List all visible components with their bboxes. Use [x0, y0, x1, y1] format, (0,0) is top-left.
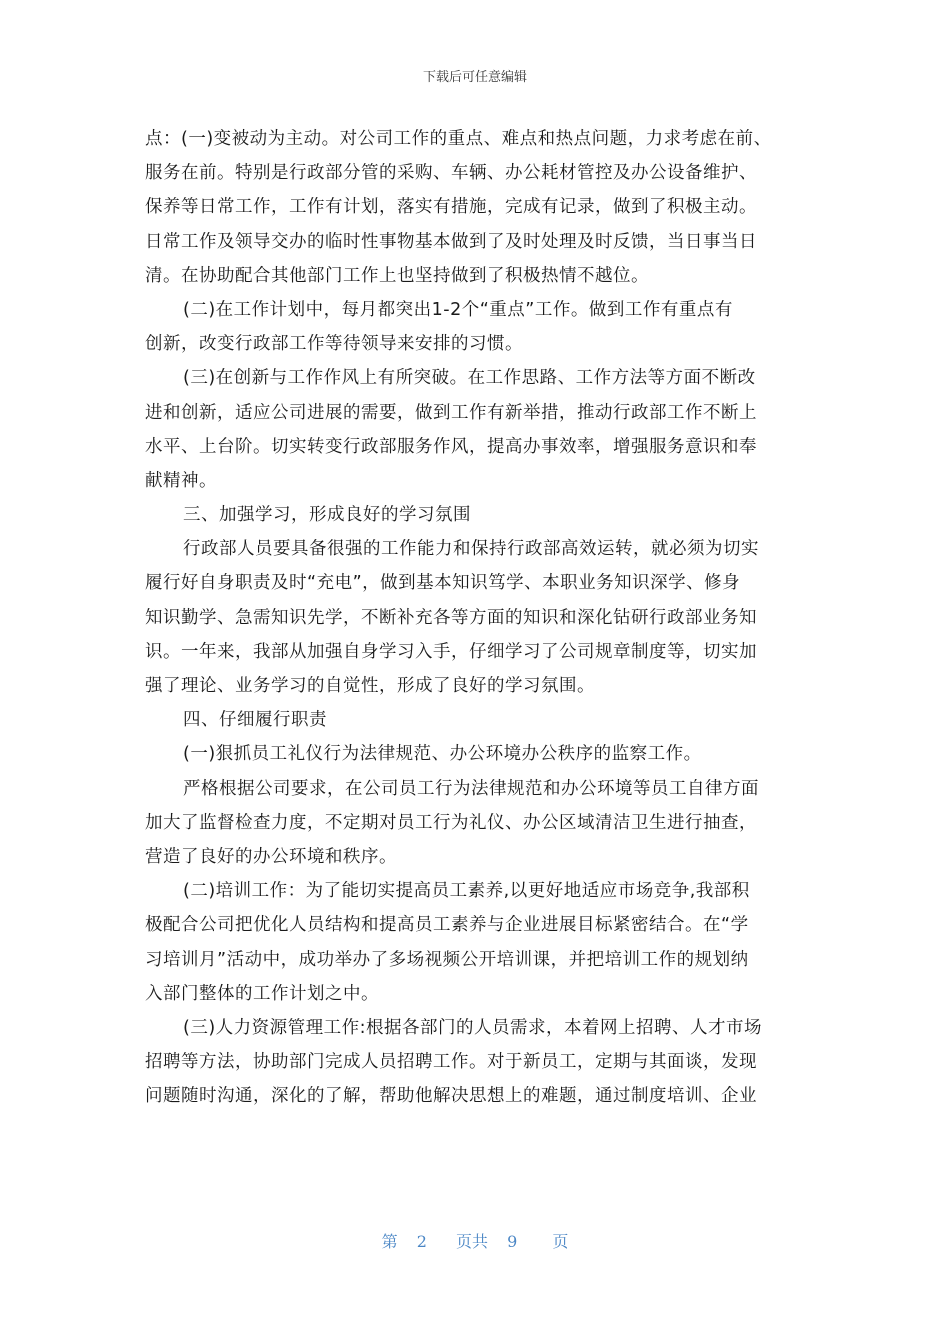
document-body — [145, 122, 805, 1113]
paragraph-line: 严格根据公司要求，在公司员工行为法律规范和办公环境等员工自律方面 — [183, 778, 759, 799]
paragraph-line: 水平、上台阶。切实转变行政部服务作风，提高办事效率，增强服务意识和奉 — [145, 436, 757, 457]
paragraph-line: 进和创新，适应公司进展的需要，做到工作有新举措，推动行政部工作不断上 — [145, 402, 757, 423]
paragraph-line: (一)狠抓员工礼仪行为法律规范、办公环境办公秩序的监察工作。 — [183, 744, 702, 765]
paragraph-line: 保养等日常工作，工作有计划，落实有措施，完成有记录，做到了积极主动。 — [145, 197, 757, 218]
section-heading: 三、加强学习，形成良好的学习氛围 — [183, 505, 471, 526]
footer-ye: 页 — [552, 1232, 569, 1251]
paragraph-line: 清。在协助配合其他部门工作上也坚持做到了积极热情不越位。 — [145, 265, 649, 286]
paragraph-line: 营造了良好的办公环境和秩序。 — [145, 846, 397, 867]
paragraph-line: 日常工作及领导交办的临时性事物基本做到了及时处理及时反馈，当日事当日 — [145, 231, 757, 252]
paragraph-line: 服务在前。特别是行政部分管的采购、车辆、办公耗材管控及办公设备维护、 — [145, 163, 757, 184]
paragraph-line: (二)培训工作：为了能切实提高员工素养,以更好地适应市场竞争,我部积 — [183, 881, 750, 902]
footer-ye-gong: 页共 — [455, 1232, 488, 1251]
footer-di: 第 — [381, 1232, 398, 1251]
paragraph-line: 加大了监督检查力度，不定期对员工行为礼仪、办公区域清洁卫生进行抽查， — [145, 812, 757, 833]
paragraph-line: 创新，改变行政部工作等待领导来安排的习惯。 — [145, 334, 523, 355]
paragraph-line: 极配合公司把优化人员结构和提高员工素养与企业进展目标紧密结合。在“学 — [145, 915, 749, 936]
paragraph-line: 识。一年来，我部从加强自身学习入手，仔细学习了公司规章制度等，切实加 — [145, 641, 757, 662]
paragraph-line: (二)在工作计划中，每月都突出1-2个“重点”工作。做到工作有重点有 — [183, 299, 733, 320]
paragraph-line: 行政部人员要具备很强的工作能力和保持行政部高效运转，就必须为切实 — [183, 539, 759, 560]
paragraph-line: 问题随时沟通，深化的了解，帮助他解决思想上的难题，通过制度培训、企业 — [145, 1086, 757, 1107]
paragraph-line: 献精神。 — [145, 470, 217, 491]
paragraph-line: 入部门整体的工作计划之中。 — [145, 983, 379, 1004]
page-header: 下载后可任意编辑 — [422, 70, 527, 85]
paragraph-line: 招聘等方法，协助部门完成人员招聘工作。对于新员工，定期与其面谈，发现 — [145, 1052, 757, 1073]
page-footer — [0, 1229, 950, 1252]
footer-page-number: 2 — [416, 1232, 427, 1251]
paragraph-line: 知识勤学、急需知识先学，不断补充各等方面的知识和深化钻研行政部业务知 — [145, 607, 757, 628]
paragraph-line: 习培训月”活动中，成功举办了多场视频公开培训课，并把培训工作的规划纳 — [145, 949, 749, 970]
paragraph-line: 强了理论、业务学习的自觉性，形成了良好的学习氛围。 — [145, 676, 595, 696]
paragraph-line: (三)在创新与工作作风上有所突破。在工作思路、工作方法等方面不断改 — [183, 368, 756, 389]
paragraph-line: (三)人力资源管理工作:根据各部门的人员需求，本着网上招聘、人才市场 — [183, 1017, 763, 1038]
section-heading: 四、仔细履行职责 — [183, 710, 327, 731]
footer-total-pages: 9 — [507, 1232, 518, 1251]
paragraph-line: 点：(一)变被动为主动。对公司工作的重点、难点和热点问题，力求考虑在前、 — [145, 129, 772, 149]
paragraph-line: 履行好自身职责及时“充电”，做到基本知识笃学、本职业务知识深学、修身 — [145, 573, 741, 594]
